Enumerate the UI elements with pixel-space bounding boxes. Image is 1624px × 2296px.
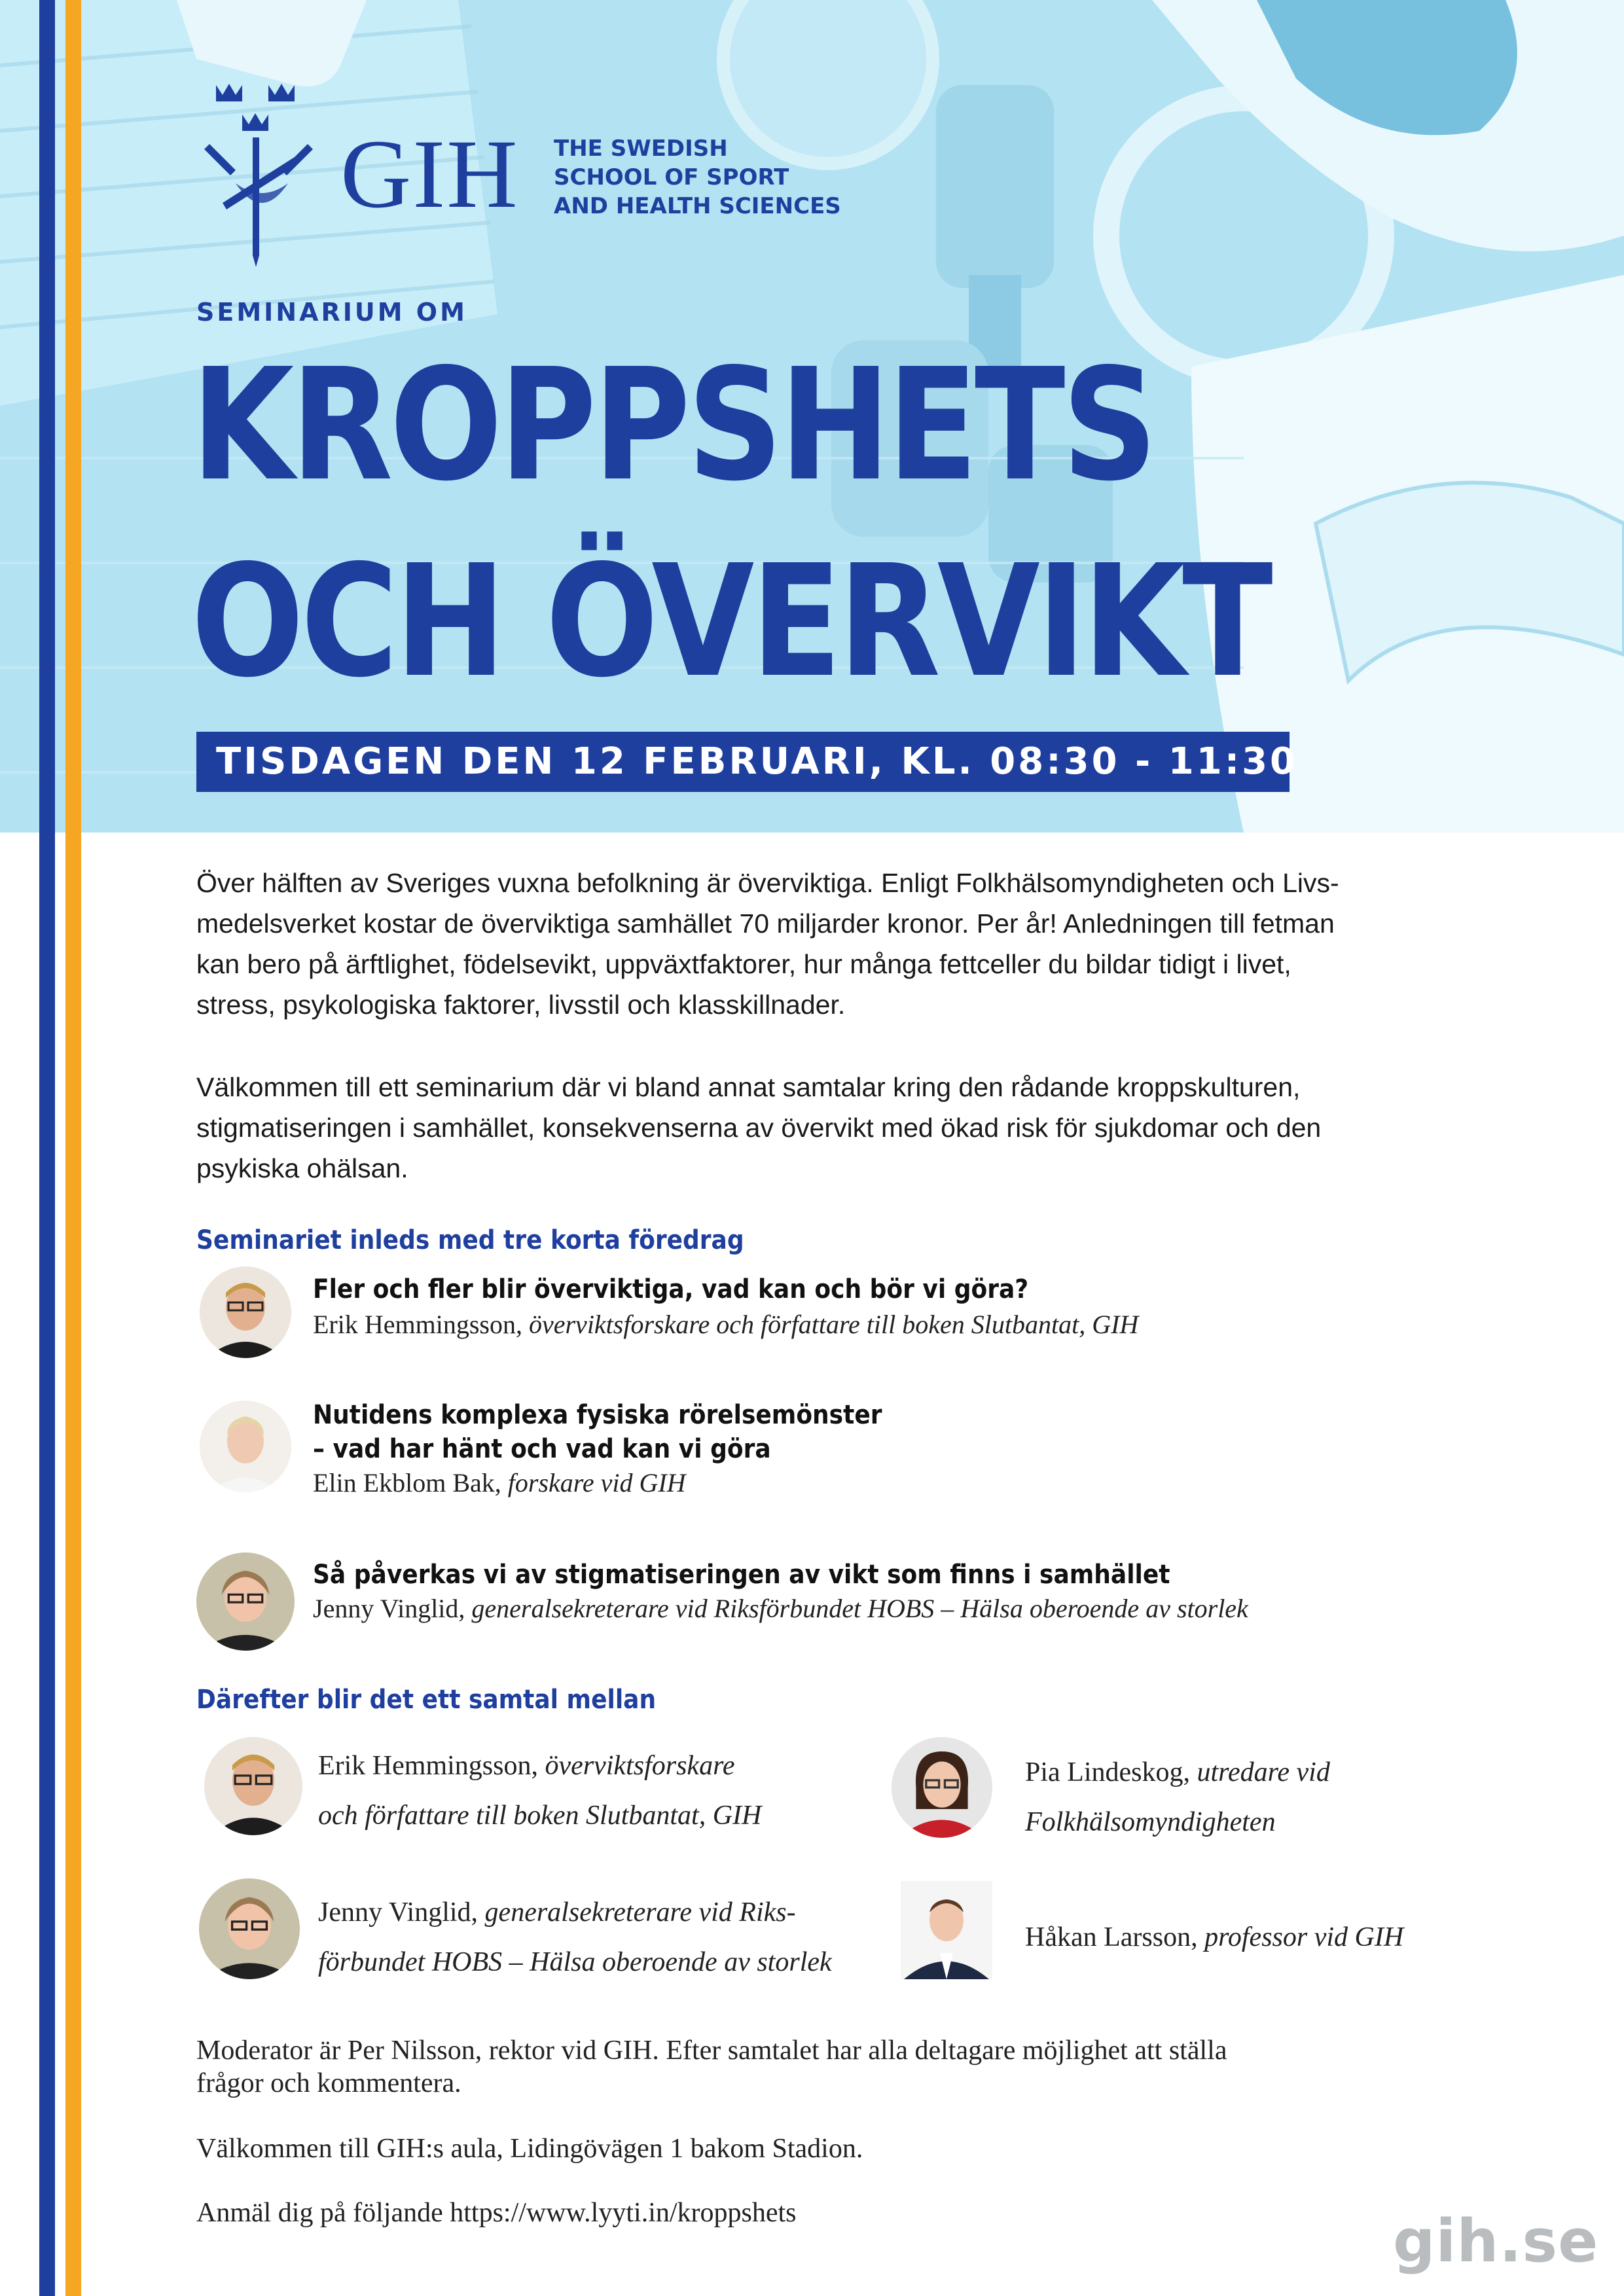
hero-banner [0,0,1624,833]
avatar-panel-erik-hemmingsson [204,1737,302,1835]
avatar-hakan-larsson [901,1881,992,1979]
venue-text: Välkommen till GIH:s aula, Lidingövägen 1 bakom Stadion. [196,2134,863,2164]
talk-3-speaker: Jenny Vinglid, generalsekreterare vid Riksförbundet HOBS – Hälsa oberoende av storlek [313,1594,1248,1623]
avatar-elin-ekblom-bak [200,1401,291,1492]
page-title: KROPPSHETS OCH ÖVERVIKT [191,335,1270,711]
moderator-text: Moderator är Per Nilsson, rektor vid GIH. Efter samtalet har alla deltagare möjlighet att ställa frågor och kommentera. [196,2036,1227,2098]
panel-member-jenny: Jenny Vinglid, generalsekreterare vid Riks- förbundet HOBS – Hälsa oberoende av storlek [318,1897,832,1977]
blue-side-stripe [39,0,55,2296]
orange-side-stripe [65,0,81,2296]
gih-crest-icon [196,72,327,268]
seminar-overline: SEMINARIUM OM [196,298,467,327]
intro-paragraph-2: Välkommen till ett seminarium där vi bland annat samtalar kring den rådande kroppskulturen, stigmatiseringen i samhället, konsekvenserna av övervikt med ökad risk för sjukdomar och den psykiska ohälsan. [196,1072,1322,1183]
panel-heading: Därefter blir det ett samtal mellan [196,1685,657,1715]
avatar-erik-hemmingsson [200,1266,291,1358]
avatar-jenny-vinglid [196,1552,295,1651]
talks-heading: Seminariet inleds med tre korta föredrag [196,1225,744,1255]
talk-2-speaker: Elin Ekblom Bak, forskare vid GIH [313,1468,686,1498]
signup-text: Anmäl dig på följande https://www.lyyti.in/kroppshets [196,2198,797,2228]
talk-2-title: Nutidens komplexa fysiska rörelsemönster – vad har hänt och vad kan vi göra [313,1400,882,1464]
logo-tagline: THE SWEDISH SCHOOL OF SPORT AND HEALTH SCIENCES [554,135,841,219]
talk-1-speaker: Erik Hemmingsson, överviktsforskare och författare till boken Slutbantat, GIH [313,1310,1139,1339]
panel-member-hakan: Håkan Larsson, professor vid GIH [1025,1922,1404,1952]
avatar-panel-jenny-vinglid [199,1878,300,1979]
avatar-pia-lindeskog [892,1737,992,1838]
panel-member-erik: Erik Hemmingsson, överviktsforskare och författare till boken Slutbantat, GIH [318,1751,762,1831]
talk-1-title: Fler och fler blir överviktiga, vad kan och bör vi göra? [313,1274,1029,1304]
intro-paragraph-1: Över hälften av Sveriges vuxna befolkning är överviktiga. Enligt Folkhälsomyndigheten och Livs- medelsverket kostar de överviktiga samhället 70 miljarder kronor. Per år! Anledningen till fetman kan bero på ärftlighet, födelsevikt, uppväxtfaktorer, hur många fettceller du bildar tidigt i livet, stress, psykologiska faktorer, livsstil och klasskillnader. [196,868,1339,1020]
website-link[interactable]: gih.se [1393,2207,1599,2276]
panel-member-pia: Pia Lindeskog, utredare vid Folkhälsomyndigheten [1025,1757,1330,1837]
event-date-banner: TISDAGEN DEN 12 FEBRUARI, KL. 08:30 - 11:30 [196,732,1290,792]
talk-3-title: Så påverkas vi av stigmatiseringen av vikt som finns i samhället [313,1560,1170,1590]
gih-logo-text: GIH [340,120,519,228]
